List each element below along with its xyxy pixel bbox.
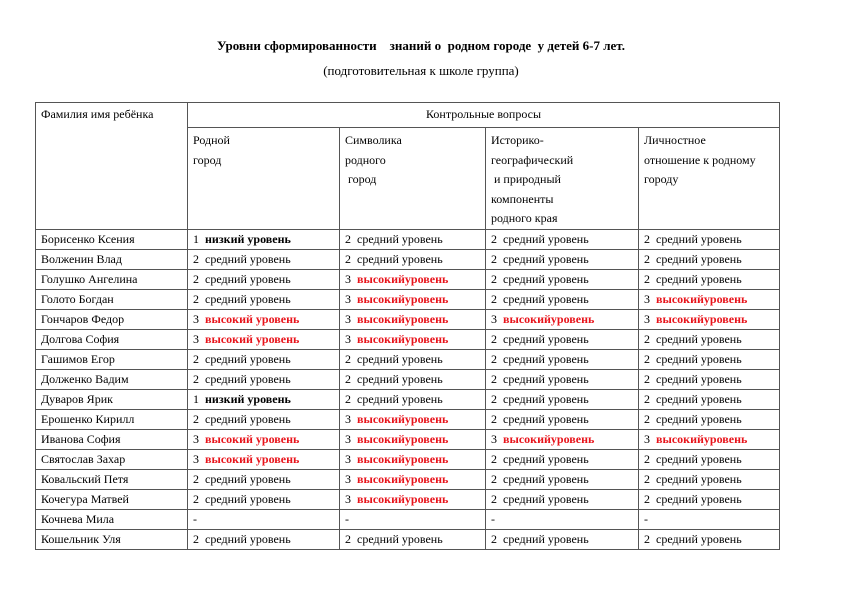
- level-number: -: [193, 511, 197, 526]
- level-label: средний уровень: [503, 231, 589, 246]
- results-table: [35, 102, 780, 550]
- level-number: 2: [193, 491, 199, 506]
- level-label: средний уровень: [656, 371, 742, 386]
- table-row: [36, 409, 780, 429]
- level-cell: [639, 489, 780, 509]
- student-name: Голушко Ангелина: [36, 269, 188, 289]
- level-cell: [340, 529, 486, 549]
- level-label: средний уровень: [205, 371, 291, 386]
- subheader-personal-attitude: Личностное отношение к родному городу: [639, 128, 780, 230]
- student-name: Гончаров Федор: [36, 309, 188, 329]
- level-number: 2: [644, 351, 650, 366]
- level-cell: [188, 229, 340, 249]
- level-label: средний уровень: [503, 351, 589, 366]
- level-cell: [486, 529, 639, 549]
- level-cell: [340, 489, 486, 509]
- level-number: 2: [644, 491, 650, 506]
- level-number: 2: [491, 471, 497, 486]
- level-number: 2: [491, 271, 497, 286]
- level-label: средний уровень: [205, 271, 291, 286]
- level-label: средний уровень: [357, 531, 443, 546]
- level-number: 3: [193, 331, 199, 346]
- level-label: средний уровень: [205, 351, 291, 366]
- level-cell: [486, 349, 639, 369]
- level-cell: [486, 469, 639, 489]
- level-label: средний уровень: [205, 491, 291, 506]
- level-label: средний уровень: [503, 371, 589, 386]
- level-number: 3: [491, 431, 497, 446]
- level-number: 3: [491, 311, 497, 326]
- level-number: 2: [644, 271, 650, 286]
- level-label: средний уровень: [503, 331, 589, 346]
- level-number: 3: [345, 291, 351, 306]
- level-label: средний уровень: [205, 411, 291, 426]
- level-cell: [486, 309, 639, 329]
- level-label: высокийуровень: [357, 451, 449, 466]
- level-number: 2: [644, 251, 650, 266]
- level-cell: [639, 309, 780, 329]
- level-label: средний уровень: [656, 531, 742, 546]
- level-label: средний уровень: [656, 351, 742, 366]
- level-cell: [639, 509, 780, 529]
- level-label: высокий уровень: [205, 431, 300, 446]
- level-label: средний уровень: [503, 471, 589, 486]
- table-row: [36, 349, 780, 369]
- level-number: 2: [491, 291, 497, 306]
- student-name: Гашимов Егор: [36, 349, 188, 369]
- level-label: высокийуровень: [357, 311, 449, 326]
- level-number: 2: [491, 411, 497, 426]
- table-row: [36, 269, 780, 289]
- table-row: [36, 389, 780, 409]
- level-cell: [188, 389, 340, 409]
- level-label: высокийуровень: [357, 291, 449, 306]
- level-cell: [340, 469, 486, 489]
- level-number: 2: [644, 411, 650, 426]
- level-label: средний уровень: [656, 231, 742, 246]
- level-number: 2: [491, 371, 497, 386]
- document-title: Уровни сформированности знаний о родном городе у детей 6-7 лет.: [217, 38, 625, 53]
- level-cell: [639, 249, 780, 269]
- student-name: Святослав Захар: [36, 449, 188, 469]
- level-number: 2: [193, 271, 199, 286]
- student-name: Борисенко Ксения: [36, 229, 188, 249]
- student-name: Долженко Вадим: [36, 369, 188, 389]
- level-cell: [486, 409, 639, 429]
- level-cell: [639, 409, 780, 429]
- level-cell: [639, 289, 780, 309]
- student-name: Ковальский Петя: [36, 469, 188, 489]
- level-cell: [639, 529, 780, 549]
- table-row: [36, 489, 780, 509]
- level-number: 2: [644, 471, 650, 486]
- level-number: -: [491, 511, 495, 526]
- questions-header: Контрольные вопросы: [188, 103, 780, 128]
- level-label: средний уровень: [357, 371, 443, 386]
- level-cell: [188, 529, 340, 549]
- level-number: 2: [644, 531, 650, 546]
- level-label: высокийуровень: [656, 311, 748, 326]
- level-number: 2: [193, 291, 199, 306]
- level-label: высокий уровень: [205, 331, 300, 346]
- level-number: 2: [345, 531, 351, 546]
- table-row: [36, 449, 780, 469]
- level-number: -: [345, 511, 349, 526]
- table-row: [36, 429, 780, 449]
- level-number: 3: [193, 311, 199, 326]
- level-cell: [486, 269, 639, 289]
- table-row: [36, 469, 780, 489]
- level-number: 3: [345, 331, 351, 346]
- level-cell: [188, 509, 340, 529]
- level-label: высокий уровень: [205, 451, 300, 466]
- level-label: средний уровень: [357, 251, 443, 266]
- level-label: средний уровень: [656, 451, 742, 466]
- table-row: [36, 509, 780, 529]
- student-name: Дуваров Ярик: [36, 389, 188, 409]
- level-label: высокийуровень: [357, 411, 449, 426]
- level-label: высокийуровень: [357, 331, 449, 346]
- level-number: 3: [644, 431, 650, 446]
- level-cell: [188, 489, 340, 509]
- level-number: 2: [644, 451, 650, 466]
- level-label: высокийуровень: [503, 311, 595, 326]
- level-cell: [340, 249, 486, 269]
- level-number: 2: [491, 531, 497, 546]
- level-cell: [188, 249, 340, 269]
- level-label: средний уровень: [503, 291, 589, 306]
- level-label: средний уровень: [357, 351, 443, 366]
- level-cell: [486, 289, 639, 309]
- level-number: 2: [644, 231, 650, 246]
- level-number: 2: [193, 371, 199, 386]
- level-number: 2: [345, 371, 351, 386]
- level-label: высокийуровень: [357, 271, 449, 286]
- level-cell: [639, 429, 780, 449]
- table-row: [36, 529, 780, 549]
- level-cell: [639, 349, 780, 369]
- level-number: 2: [345, 351, 351, 366]
- level-number: 1: [193, 391, 199, 406]
- level-cell: [639, 449, 780, 469]
- level-cell: [639, 269, 780, 289]
- level-label: средний уровень: [357, 231, 443, 246]
- level-number: 3: [644, 291, 650, 306]
- level-cell: [340, 449, 486, 469]
- level-label: средний уровень: [357, 391, 443, 406]
- level-number: 3: [345, 451, 351, 466]
- level-cell: [188, 369, 340, 389]
- level-cell: [340, 269, 486, 289]
- level-label: средний уровень: [656, 471, 742, 486]
- level-number: 3: [644, 311, 650, 326]
- level-cell: [340, 409, 486, 429]
- subheader-history-geography: Историко- географический и природный компоненты родного края: [486, 128, 639, 230]
- level-cell: [340, 329, 486, 349]
- level-label: средний уровень: [503, 251, 589, 266]
- level-cell: [486, 509, 639, 529]
- level-number: 2: [491, 331, 497, 346]
- level-number: 2: [491, 251, 497, 266]
- level-number: 3: [193, 431, 199, 446]
- level-number: 3: [345, 311, 351, 326]
- level-cell: [340, 229, 486, 249]
- level-number: 2: [491, 451, 497, 466]
- level-label: высокийуровень: [357, 471, 449, 486]
- level-number: 3: [345, 491, 351, 506]
- student-name: Ерошенко Кирилл: [36, 409, 188, 429]
- table-row: [36, 229, 780, 249]
- level-cell: [486, 329, 639, 349]
- student-name: Голото Богдан: [36, 289, 188, 309]
- level-number: 3: [345, 471, 351, 486]
- student-name: Долгова София: [36, 329, 188, 349]
- level-cell: [188, 429, 340, 449]
- level-cell: [340, 349, 486, 369]
- level-number: 2: [345, 391, 351, 406]
- level-cell: [639, 469, 780, 489]
- level-cell: [188, 329, 340, 349]
- level-cell: [639, 369, 780, 389]
- student-name: Волженин Влад: [36, 249, 188, 269]
- level-number: 2: [644, 371, 650, 386]
- level-label: высокийуровень: [656, 431, 748, 446]
- level-cell: [340, 369, 486, 389]
- table-row: [36, 369, 780, 389]
- level-label: средний уровень: [656, 251, 742, 266]
- document-subtitle: (подготовительная к школе группа): [323, 63, 519, 78]
- level-cell: [639, 389, 780, 409]
- student-name: Иванова София: [36, 429, 188, 449]
- level-number: 2: [193, 531, 199, 546]
- subheader-home-city: Родной город: [188, 128, 340, 230]
- level-cell: [639, 229, 780, 249]
- level-number: 2: [491, 351, 497, 366]
- table-row: [36, 329, 780, 349]
- table-row: [36, 249, 780, 269]
- level-number: 3: [345, 431, 351, 446]
- level-cell: [188, 409, 340, 429]
- level-number: 2: [193, 411, 199, 426]
- level-number: 2: [193, 351, 199, 366]
- level-number: 2: [193, 251, 199, 266]
- level-label: средний уровень: [503, 271, 589, 286]
- level-label: средний уровень: [656, 331, 742, 346]
- table-row: [36, 309, 780, 329]
- level-label: средний уровень: [656, 411, 742, 426]
- level-cell: [188, 309, 340, 329]
- level-label: высокийуровень: [357, 431, 449, 446]
- level-label: низкий уровень: [205, 231, 291, 246]
- level-number: 2: [491, 231, 497, 246]
- level-label: средний уровень: [503, 491, 589, 506]
- level-cell: [188, 469, 340, 489]
- name-column-header: Фамилия имя ребёнка: [36, 103, 188, 230]
- level-label: средний уровень: [503, 391, 589, 406]
- level-cell: [486, 449, 639, 469]
- level-cell: [340, 429, 486, 449]
- level-number: 2: [491, 491, 497, 506]
- level-number: 2: [491, 391, 497, 406]
- level-cell: [486, 429, 639, 449]
- level-number: 2: [193, 471, 199, 486]
- level-cell: [188, 269, 340, 289]
- level-label: низкий уровень: [205, 391, 291, 406]
- level-cell: [486, 249, 639, 269]
- student-name: Кошельник Уля: [36, 529, 188, 549]
- level-label: средний уровень: [503, 531, 589, 546]
- level-label: средний уровень: [205, 471, 291, 486]
- level-label: высокий уровень: [205, 311, 300, 326]
- student-name: Кочегура Матвей: [36, 489, 188, 509]
- level-cell: [188, 349, 340, 369]
- level-cell: [486, 489, 639, 509]
- level-label: средний уровень: [205, 291, 291, 306]
- level-label: высокийуровень: [656, 291, 748, 306]
- header-row: [36, 103, 780, 128]
- level-label: средний уровень: [205, 531, 291, 546]
- level-cell: [639, 329, 780, 349]
- level-number: 1: [193, 231, 199, 246]
- level-label: высокийуровень: [357, 491, 449, 506]
- level-number: 3: [193, 451, 199, 466]
- level-cell: [486, 369, 639, 389]
- level-cell: [486, 229, 639, 249]
- student-name: Кочнева Мила: [36, 509, 188, 529]
- level-label: высокийуровень: [503, 431, 595, 446]
- level-number: 3: [345, 411, 351, 426]
- level-number: 2: [345, 231, 351, 246]
- level-label: средний уровень: [503, 451, 589, 466]
- level-cell: [486, 389, 639, 409]
- level-label: средний уровень: [205, 251, 291, 266]
- level-number: 2: [345, 251, 351, 266]
- level-label: средний уровень: [656, 391, 742, 406]
- level-number: 2: [644, 391, 650, 406]
- level-label: средний уровень: [503, 411, 589, 426]
- level-cell: [340, 289, 486, 309]
- level-cell: [340, 389, 486, 409]
- level-number: 2: [644, 331, 650, 346]
- level-number: -: [644, 511, 648, 526]
- subheader-city-symbols: Символика родного город: [340, 128, 486, 230]
- level-cell: [340, 309, 486, 329]
- level-cell: [340, 509, 486, 529]
- level-label: средний уровень: [656, 491, 742, 506]
- level-number: 3: [345, 271, 351, 286]
- level-label: средний уровень: [656, 271, 742, 286]
- level-cell: [188, 449, 340, 469]
- level-cell: [188, 289, 340, 309]
- table-row: [36, 289, 780, 309]
